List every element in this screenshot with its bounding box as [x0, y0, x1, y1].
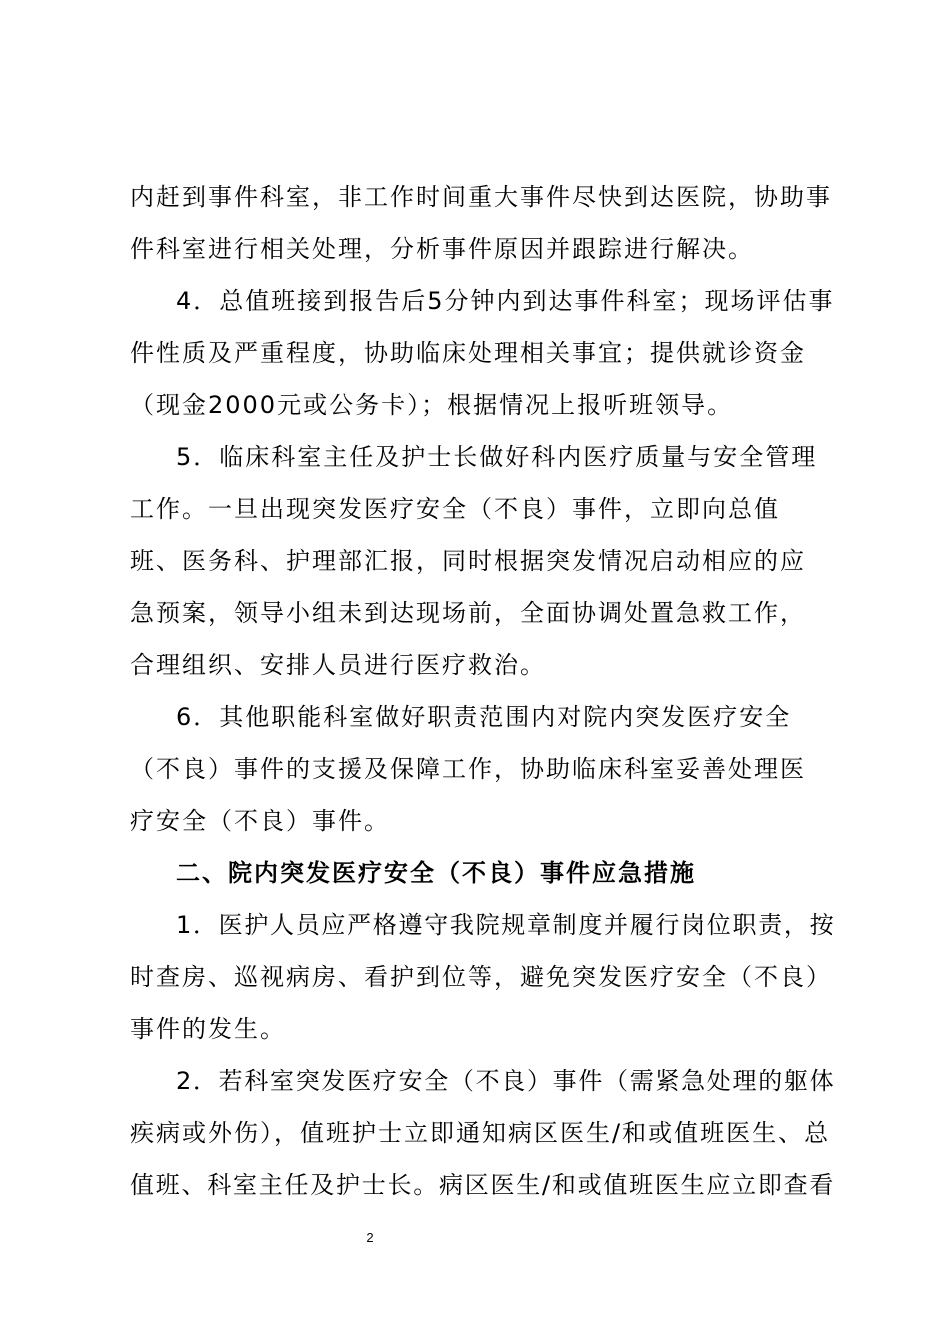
measure-item-1-line-2: 时查房、巡视病房、看护到位等，避免突发医疗安全（不良） — [130, 963, 832, 991]
measure-item-2-line-1: 2．若科室突发医疗安全（不良）事件（需紧急处理的躯体 — [176, 1067, 836, 1095]
section-heading: 二、院内突发医疗安全（不良）事件应急措施 — [176, 859, 696, 887]
measure-item-1-line-1: 1．医护人员应严格遵守我院规章制度并履行岗位职责，按 — [176, 911, 836, 939]
paragraph-item-6-line-1: 6．其他职能科室做好职责范围内对院内突发医疗安全 — [176, 703, 792, 731]
text-line-1: 内赶到事件科室，非工作时间重大事件尽快到达医院，协助事 — [130, 183, 832, 211]
measure-item-2-line-2: 疾病或外伤），值班护士立即通知病区医生/和或值班医生、总 — [130, 1119, 831, 1147]
paragraph-item-5-line-2: 工作。一旦出现突发医疗安全（不良）事件，立即向总值 — [130, 495, 780, 523]
paragraph-item-4-line-2: 件性质及严重程度，协助临床处理相关事宜；提供就诊资金 — [130, 339, 806, 367]
paragraph-item-5-line-1: 5．临床科室主任及护士长做好科内医疗质量与安全管理 — [176, 443, 818, 471]
paragraph-item-6-line-3: 疗安全（不良）事件。 — [130, 807, 390, 835]
paragraph-item-6-line-2: （不良）事件的支援及保障工作，协助临床科室妥善处理医 — [130, 755, 806, 783]
measure-item-1-line-3: 事件的发生。 — [130, 1015, 286, 1043]
paragraph-item-5-line-4: 急预案，领导小组未到达现场前，全面协调处置急救工作， — [130, 599, 806, 627]
page-number: 2 — [366, 1230, 374, 1245]
text-line-2: 件科室进行相关处理，分析事件原因并跟踪进行解决。 — [130, 235, 754, 263]
paragraph-item-5-line-5: 合理组织、安排人员进行医疗救治。 — [130, 651, 546, 679]
paragraph-item-4-line-1: 4．总值班接到报告后5分钟内到达事件科室；现场评估事 — [176, 287, 835, 315]
paragraph-item-5-line-3: 班、医务科、护理部汇报，同时根据突发情况启动相应的应 — [130, 547, 806, 575]
measure-item-2-line-3: 值班、科室主任及护士长。病区医生/和或值班医生应立即查看 — [130, 1171, 836, 1199]
paragraph-item-4-line-3: （现金2000元或公务卡）；根据情况上报听班领导。 — [130, 391, 734, 419]
